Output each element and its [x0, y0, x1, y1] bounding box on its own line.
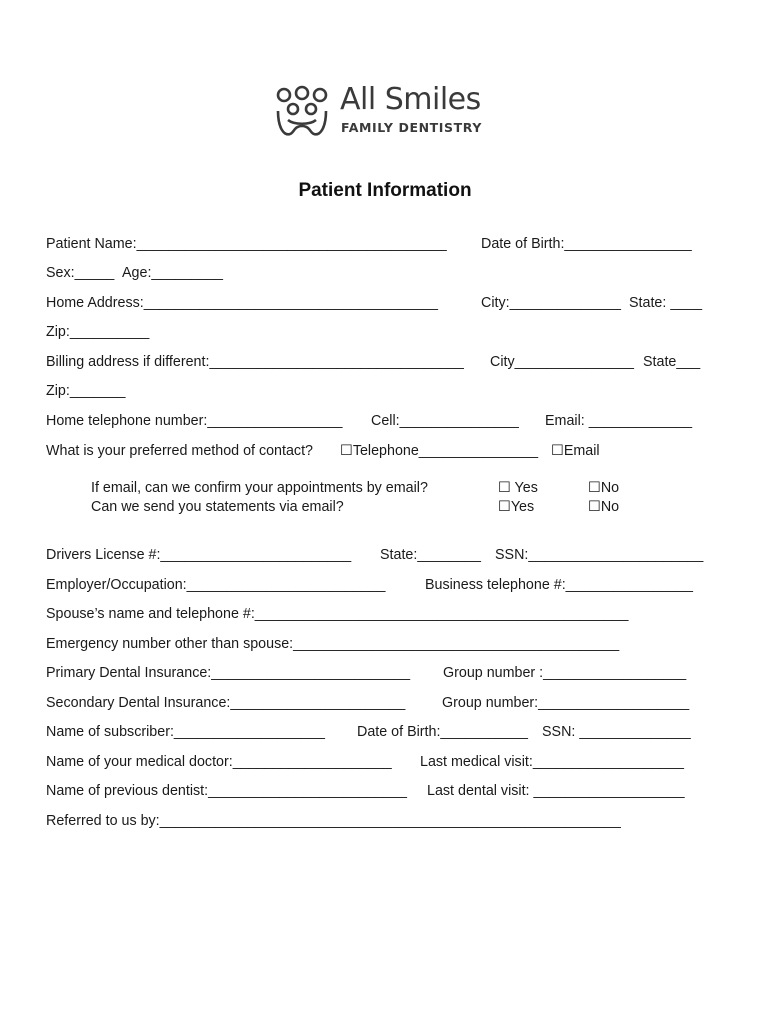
last-dental-visit-field[interactable]: Last dental visit: ___________________ — [427, 783, 685, 799]
practice-logo — [258, 72, 516, 156]
state-field[interactable]: State: ____ — [629, 295, 703, 311]
confirm-email-question: If email, can we confirm your appointments by email? — [91, 480, 428, 496]
primary-group-field[interactable]: Group number :__________________ — [443, 665, 687, 681]
previous-dentist-field[interactable]: Name of previous dentist:_________________________ — [46, 783, 407, 799]
preferred-contact-label: What is your preferred method of contact? — [46, 443, 314, 459]
confirm-email-no-checkbox[interactable]: ☐No — [588, 480, 620, 496]
cell-field[interactable]: Cell:_______________ — [371, 413, 519, 429]
home-telephone-field[interactable]: Home telephone number:_________________ — [46, 413, 343, 429]
sex-field[interactable]: Sex:_____ — [46, 265, 115, 281]
medical-doctor-field[interactable]: Name of your medical doctor:____________________ — [46, 754, 392, 770]
preferred-email-checkbox[interactable]: ☐Email — [551, 443, 600, 459]
smiling-family-icon — [274, 84, 330, 140]
statements-email-question: Can we send you statements via email? — [91, 499, 344, 515]
statements-no-checkbox[interactable]: ☐No — [588, 499, 620, 515]
billing-address-field[interactable]: Billing address if different:________________________________ — [46, 354, 464, 370]
primary-insurance-field[interactable]: Primary Dental Insurance:_________________________ — [46, 665, 411, 681]
subscriber-name-field[interactable]: Name of subscriber:___________________ — [46, 724, 325, 740]
secondary-group-field[interactable]: Group number:___________________ — [442, 695, 690, 711]
date-of-birth-field[interactable]: Date of Birth:________________ — [481, 236, 692, 252]
confirm-email-yes-checkbox[interactable]: ☐ Yes — [498, 480, 538, 496]
secondary-insurance-field[interactable]: Secondary Dental Insurance:______________________ — [46, 695, 406, 711]
referred-by-field[interactable]: Referred to us by:__________________________________________________________ — [46, 813, 621, 829]
age-field[interactable]: Age:_________ — [122, 265, 223, 281]
preferred-telephone-checkbox[interactable]: ☐Telephone_______________ — [340, 443, 539, 459]
city-field[interactable]: City:______________ — [481, 295, 621, 311]
employer-field[interactable]: Employer/Occupation:_________________________ — [46, 577, 386, 593]
business-telephone-field[interactable]: Business telephone #:________________ — [425, 577, 693, 593]
billing-state-field[interactable]: State___ — [643, 354, 701, 370]
patient-name-field[interactable]: Patient Name:_______________________________________ — [46, 236, 447, 252]
zip-field[interactable]: Zip:__________ — [46, 324, 150, 340]
logo-name: All Smiles — [340, 82, 481, 117]
subscriber-dob-field[interactable]: Date of Birth:___________ — [357, 724, 528, 740]
form-title: Patient Information — [298, 180, 472, 201]
statements-yes-checkbox[interactable]: ☐Yes — [498, 499, 535, 515]
billing-zip-field[interactable]: Zip:_______ — [46, 383, 126, 399]
home-address-field[interactable]: Home Address:_____________________________________ — [46, 295, 438, 311]
spouse-field[interactable]: Spouse’s name and telephone #:_______________________________________________ — [46, 606, 629, 622]
emergency-number-field[interactable]: Emergency number other than spouse:_________________________________________ — [46, 636, 620, 652]
last-medical-visit-field[interactable]: Last medical visit:___________________ — [420, 754, 684, 770]
logo-tagline: FAMILY DENTISTRY — [341, 120, 482, 135]
billing-city-field[interactable]: City_______________ — [490, 354, 634, 370]
subscriber-ssn-field[interactable]: SSN: ______________ — [542, 724, 691, 740]
ssn-field[interactable]: SSN:______________________ — [495, 547, 704, 563]
license-state-field[interactable]: State:________ — [380, 547, 481, 563]
drivers-license-field[interactable]: Drivers License #:________________________ — [46, 547, 352, 563]
email-field[interactable]: Email: _____________ — [545, 413, 693, 429]
